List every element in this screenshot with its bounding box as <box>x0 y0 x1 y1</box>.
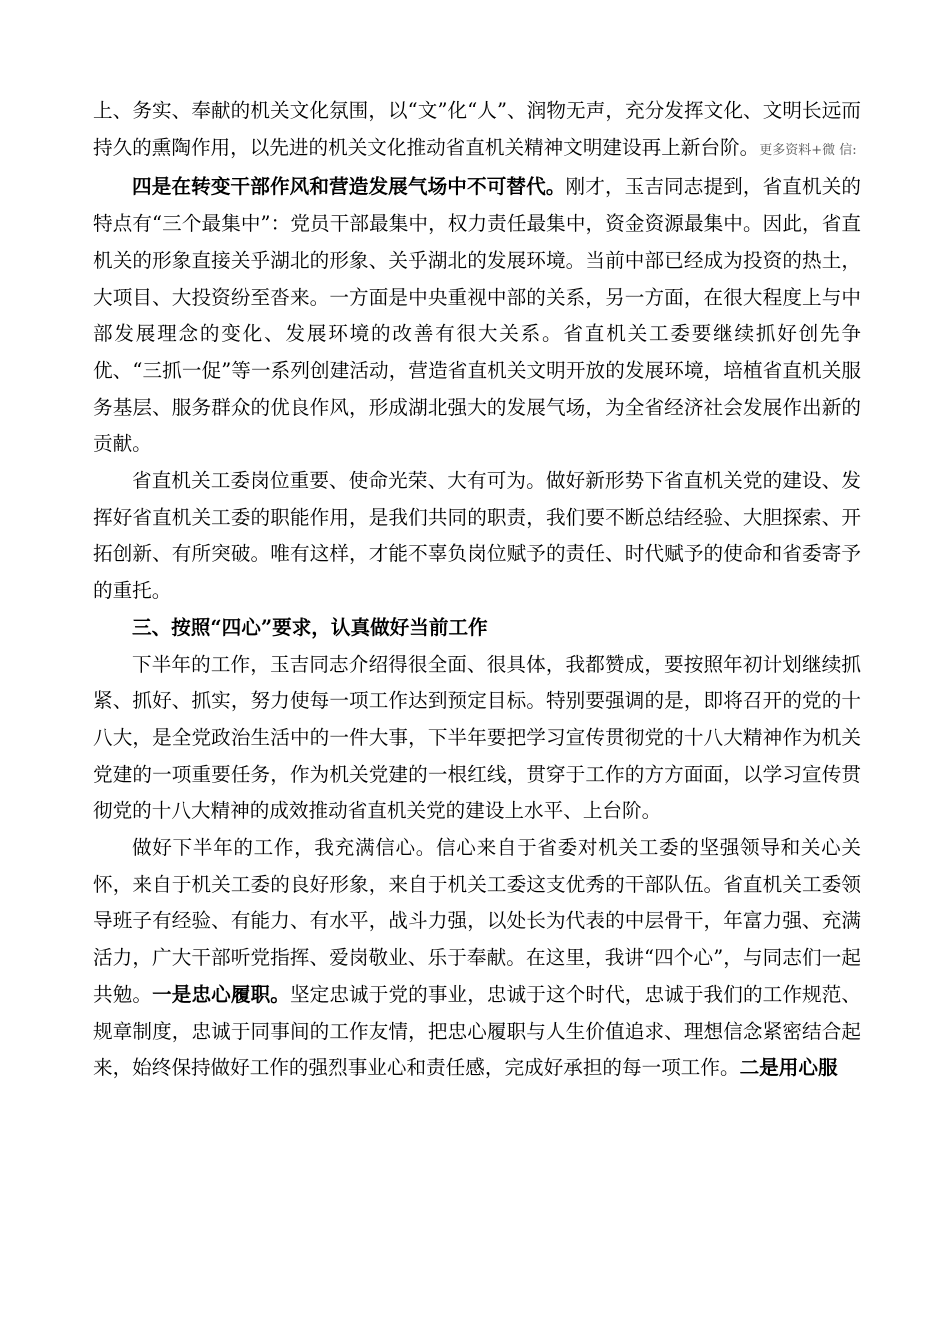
paragraph-5-text-1: 做好下半年的工作，我充满信心。信心来自于省委对机关工委的坚强领导和关心关怀，来自于机关工委的良好形象，来自于机关工委这支优秀的干部队伍。省直机关工委领导班子有经验、有能力、有水平，战斗力强，以处长为代表的中层骨干，年富力强、充满活力，广大干部听党指挥、爱岗敬业、乐于奉献。在这里，我讲“四个心”，与同志们一起共勉。 <box>93 836 861 1006</box>
paragraph-5 <box>93 830 861 1087</box>
section-heading-3: 三、按照“四心”要求，认真做好当前工作 <box>132 615 488 639</box>
document-page <box>93 93 861 1087</box>
paragraph-1-text: 上、务实、奉献的机关文化氛围，以“文”化“人”、润物无声，充分发挥文化、文明长远而持久的熏陶作用，以先进的机关文化推动省直机关精神文明建设再上新台阶。 <box>93 99 861 159</box>
paragraph-2 <box>93 169 861 463</box>
paragraph-1 <box>93 93 861 169</box>
paragraph-3: 省直机关工委岗位重要、使命光荣、大有可为。做好新形势下省直机关党的建设、发挥好省直机关工委的职能作用，是我们共同的职责，我们要不断总结经验、大胆探索、开拓创新、有所突破。唯有这样，才能不辜负岗位赋予的责任、时代赋予的使命和省委寄予的重托。 <box>93 469 861 603</box>
paragraph-4: 下半年的工作，玉吉同志介绍得很全面、很具体，我都赞成，要按照年初计划继续抓紧、抓好、抓实，努力使每一项工作达到预定目标。特别要强调的是，即将召开的党的十八大，是全党政治生活中的一件大事，下半年要把学习宣传贯彻党的十八大精神作为机关党建的一项重要任务，作为机关党建的一根红线，贯穿于工作的方方面面，以学习宣传贯彻党的十八大精神的成效推动省直机关党的建设上水平、上台阶。 <box>93 652 861 823</box>
paragraph-2-text: 刚才，玉吉同志提到，省直机关的特点有“三个最集中”：党员干部最集中，权力责任最集中，资金资源最集中。因此，省直机关的形象直接关乎湖北的形象、关乎湖北的发展环境。当前中部已经成为投资的热土，大项目、大投资纷至沓来。一方面是中央重视中部的关系，另一方面，在很大程度上与中部发展理念的变化、发展环境的改善有很大关系。省直机关工委要继续抓好创先争优、“三抓一促”等一系列创建活动，营造省直机关文明开放的发展环境，培植省直机关服务基层、服务群众的优良作风，形成湖北强大的发展气场，为全省经济社会发展作出新的贡献。 <box>93 175 862 456</box>
paragraph-2-lead: 四是在转变干部作风和营造发展气场中不可替代。 <box>132 175 566 199</box>
paragraph-5-bold-1: 一是忠心履职。 <box>152 982 290 1006</box>
paragraph-5-text-2: 坚定忠诚于党的事业，忠诚于这个时代，忠诚于我们的工作规范、规章制度，忠诚于同事间的工作友情，把忠心履职与人生价值追求、理想信念紧密结合起来，始终保持做好工作的强烈事业心和责任感，完成好承担的每一项工作。 <box>93 982 862 1080</box>
contact-note: 更多资料+微 信: <box>759 142 857 158</box>
paragraph-5-bold-2: 二是用心服 <box>739 1056 838 1080</box>
